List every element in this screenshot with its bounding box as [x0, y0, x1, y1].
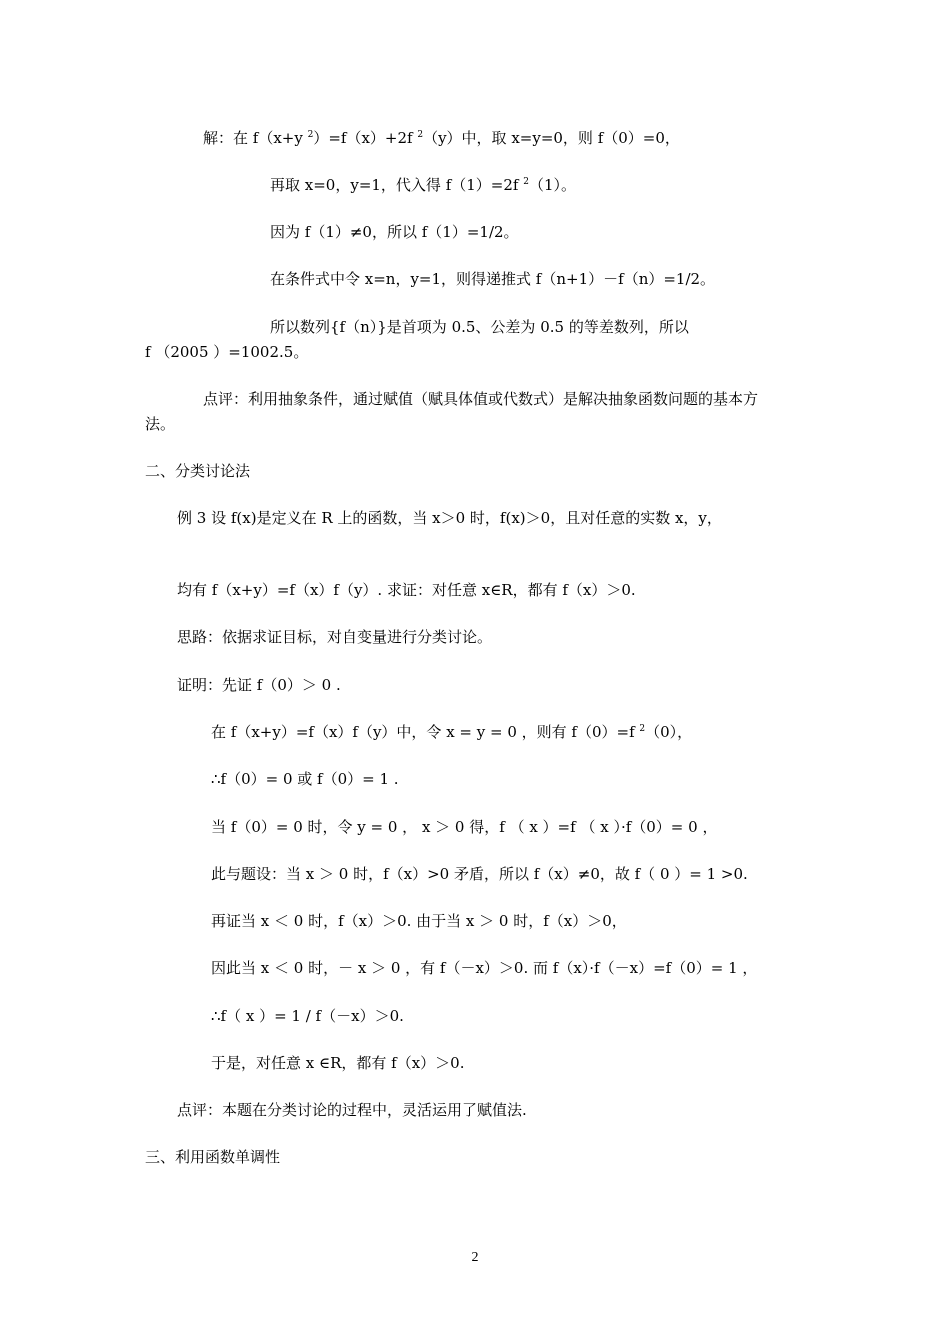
example-3-idea: 思路：依据求证目标，对自变量进行分类讨论。 [177, 628, 493, 646]
example-3-line-2: 均有 f（x+y）=f（x）f（y）. 求证：对任意 x∈R，都有 f（x）＞0. [177, 581, 636, 599]
solution-line-3: 因为 f（1）≠0，所以 f（1）=1/2。 [270, 223, 519, 241]
proof-line-8: 于是，对任意 x ∈R，都有 f（x）＞0. [211, 1054, 465, 1072]
example-3-comment: 点评：本题在分类讨论的过程中，灵活运用了赋值法. [177, 1101, 527, 1119]
solution-line-5: 所以数列{f（n）}是首项为 0.5、公差为 0.5 的等差数列，所以 [270, 318, 689, 336]
solution-line-6: f （2005 ）=1002.5。 [145, 343, 309, 361]
solution-line-2: 再取 x=0，y=1，代入得 f（1）=2f $^2$（1）。 [270, 176, 577, 194]
section-3-heading: 三、利用函数单调性 [145, 1148, 281, 1166]
proof-line-4: 此与题设：当 x ＞ 0 时，f（x）>0 矛盾，所以 f（x）≠0，故 f（ 0 ）= 1 >0. [211, 865, 748, 883]
example-3-line-1: 例 3 设 f(x)是定义在 R 上的函数，当 x＞0 时，f(x)＞0，且对任意的实数 x，y， [177, 509, 722, 527]
page-number: 2 [471, 1250, 479, 1265]
comment-1-line-2: 法。 [145, 415, 176, 433]
proof-line-5: 再证当 x ＜ 0 时，f（x）＞0. 由于当 x ＞ 0 时，f（x）＞0， [211, 912, 627, 930]
solution-line-4: 在条件式中令 x=n，y=1，则得递推式 f（n+1）－f（n）=1/2。 [270, 270, 716, 288]
proof-line-2: ∴f（0）= 0 或 f（0）= 1 . [211, 770, 399, 788]
comment-1-line-1: 点评：利用抽象条件，通过赋值（赋具体值或代数式）是解决抽象函数问题的基本方 [203, 390, 759, 408]
example-3-proof-start: 证明：先证 f（0）＞ 0 . [177, 676, 341, 694]
solution-line-1: 解：在 f（x+y $^2$）=f（x）+2f $^2$（y）中，取 x=y=0，则 f（0）=0， [203, 129, 680, 147]
proof-line-1: 在 f（x+y）=f（x）f（y）中，令 x = y = 0 ，则有 f（0）=f $^2$（0）， [211, 723, 693, 741]
section-2-heading: 二、分类讨论法 [145, 462, 251, 480]
proof-line-6: 因此当 x ＜ 0 时，－ x ＞ 0 ，有 f（－x）＞0. 而 f（x）·f（－x）=f（0）= 1 ， [211, 959, 758, 977]
proof-line-7: ∴f（ x ）= 1 / f（－x）＞0. [211, 1007, 404, 1025]
proof-line-3: 当 f（0）= 0 时，令 y = 0 ， x ＞ 0 得，f （ x ）=f （ x ）·f（0）= 0 ， [211, 818, 718, 836]
